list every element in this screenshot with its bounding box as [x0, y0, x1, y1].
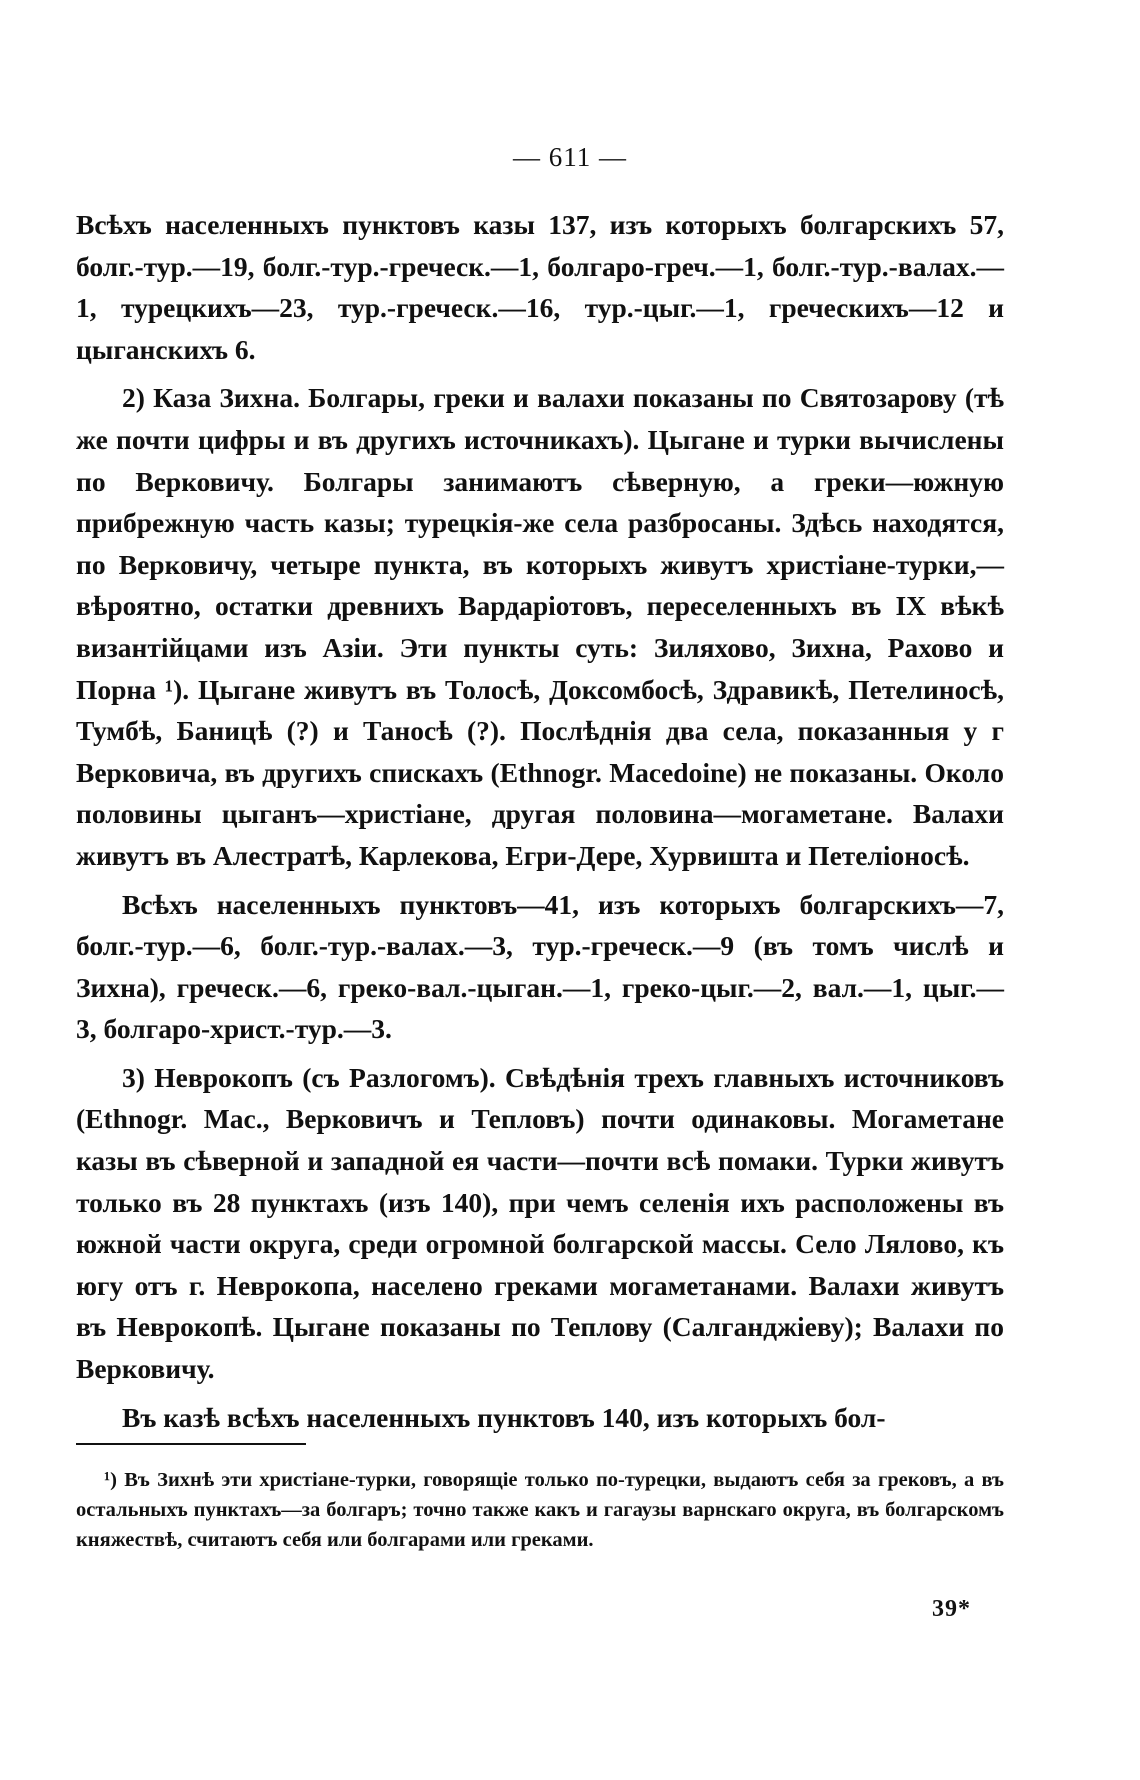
paragraph-zikhna-settlements: Всѣхъ населенныхъ пунктовъ—41, изъ которыхъ болгарскихъ—7, болг.-тур.—6, болг.-тур.-валах.—3, тур.-греческ.—9 (въ томъ числѣ и Зихна), греческ.—6, греко-вал.-цыган.—1, греко-цыг.—2, вал.—1, цыг.—3, болгаро-христ.-тур.—3. — [76, 888, 1004, 1045]
paragraph-settlements-summary: Всѣхъ населенныхъ пунктовъ казы 137, изъ которыхъ болгарскихъ 57, болг.-тур.—19, болг.-тур.-греческ.—1, болгаро-греч.—1, болг.-тур.-валах.—1, турецкихъ—23, тур.-греческ.—16, тур.-цыг.—1, греческихъ—12 и цыганскихъ 6. — [76, 209, 1004, 365]
paragraph-nevrokop: 3) Неврокопъ (съ Разлогомъ). Свѣдѣнія трехъ главныхъ источниковъ (Ethnogr. Mac., Верковичъ и Тепловъ) почти одинаковы. Могаметане казы въ сѣверной и западной ея части—почти всѣ помаки. Турки живутъ только въ 28 пунктахъ (изъ 140), при чемъ селенія ихъ расположены въ южной части округа, среди огромной болгарской массы. Село Лялово, къ югу отъ г. Неврокопа, населено греками могаметанами. Валахи живутъ въ Неврокопѣ. Цыгане показаны по Теплову (Салганджіеву); Валахи по Верковичу. — [76, 1061, 1004, 1385]
paragraph-kaza-zikhna: 2) Каза Зихна. Болгары, греки и валахи показаны по Святозарову (тѣ же почти цифры и въ другихъ источникахъ). Цыгане и турки вычислены по Верковичу. Болгары занимаютъ сѣверную, а греки—южную прибрежную часть казы; турецкія-же села разбросаны. Здѣсь находятся, по Верковичу, четыре пункта, въ которыхъ живутъ христiане-турки,—вѣроятно, остатки древнихъ Вардаріотовъ, переселенныхъ въ IX вѣкѣ византійцами изъ Азіи. Эти пункты суть: Зиляхово, Зихна, Рахово и Порна ¹). Цыгане живутъ въ Толосѣ, Доксомбосѣ, Здравикѣ, Петелиносѣ, Тумбѣ, Баницѣ (?) и Таносѣ (?). Послѣднія два села, показанныя у г Верковича, въ другихъ спискахъ (Ethnogr. Macedoine) не показаны. Около половины цыганъ—христіане, другая половина—могаметане. Валахи живутъ въ Алестратѣ, Карлекова, Егри-Дере, Хурвишта и Петеліоносѣ. — [76, 382, 1004, 871]
footnote-divider — [76, 1443, 306, 1445]
footnote: ¹) Въ Зихнѣ эти христіане-турки, говорящіе только по-турецки, выдаютъ себя за грековъ, а въ остальныхъ пунктахъ—за болгаръ; точно также какъ и гагаузы варнскаго округа, въ болгарскомъ княжествѣ, считаютъ себя или болгарами или греками. — [76, 1469, 1004, 1551]
body-text — [76, 204, 1004, 1445]
paragraph-nevrokop-settlements: Въ казѣ всѣхъ населенныхъ пунктовъ 140, изъ которыхъ бол- — [122, 1401, 886, 1433]
page-number: — 611 — — [513, 142, 627, 172]
printer-signature-mark: 39* — [932, 1596, 971, 1622]
